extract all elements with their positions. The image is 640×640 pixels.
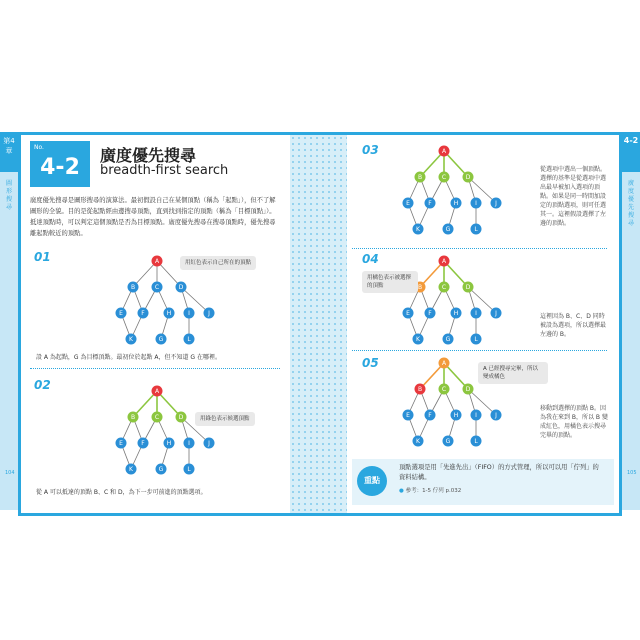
graph-node-g (443, 224, 454, 235)
graph-node-f (425, 410, 436, 421)
graph-node-label: E (406, 412, 410, 420)
graph-node-label: F (141, 310, 145, 318)
graph-node-label: E (406, 310, 410, 318)
graph-node-label: F (428, 200, 432, 208)
graph-node-label: L (474, 336, 478, 344)
graph-node-a (439, 358, 450, 369)
graph-node-label: D (178, 284, 184, 292)
graph-node-label: D (465, 284, 471, 292)
key-point-badge: 重點 (357, 466, 387, 496)
graph-node-label: L (474, 226, 478, 234)
step-05-number: 05 (362, 356, 379, 370)
graph-node-l (471, 334, 482, 345)
graph-node-label: H (453, 310, 459, 318)
graph-node-label: H (453, 200, 459, 208)
graph-node-k (413, 334, 424, 345)
graph-node-l (184, 464, 195, 475)
graph-node-k (413, 224, 424, 235)
graph-node-e (116, 438, 127, 449)
graph-node-e (403, 308, 414, 319)
graph-node-label: C (154, 284, 160, 292)
graph-node-b (128, 412, 139, 423)
graph-node-c (152, 282, 163, 293)
graph-node-c (152, 412, 163, 423)
graph-node-h (451, 410, 462, 421)
graph-node-b (415, 172, 426, 183)
graph-node-label: K (416, 438, 420, 446)
graph-node-label: K (416, 336, 420, 344)
graph-node-d (463, 282, 474, 293)
graph-node-label: H (166, 440, 172, 448)
graph-node-label: G (158, 336, 164, 344)
key-point-reference (399, 486, 461, 494)
graph-node-d (463, 384, 474, 395)
step-01-callout: 用紅色表示自己所在的頂點 (180, 256, 256, 270)
graph-node-label: A (154, 388, 160, 396)
graph-node-b (128, 282, 139, 293)
graph-node-label: E (406, 200, 410, 208)
step-04-note: 這裡因為 B、C、D 同時被設為選項，所以選擇最左邊的 B。 (540, 313, 607, 338)
step-02-callout: 用綠色表示候選頂點 (195, 412, 255, 426)
graph-node-label: A (154, 258, 160, 266)
graph-node-label: F (428, 412, 432, 420)
graph-node-d (176, 412, 187, 423)
page-title: 廣度優先搜尋 (100, 146, 197, 165)
book-spine (290, 132, 347, 516)
no-label: No. (34, 144, 44, 151)
graph-node-d (176, 282, 187, 293)
graph-node-label: B (130, 414, 136, 422)
graph-node-label: E (119, 310, 123, 318)
graph-node-label: I (475, 412, 477, 420)
graph-node-a (439, 146, 450, 157)
graph-node-c (439, 282, 450, 293)
graph-node-label: A (441, 258, 447, 266)
graph-node-label: J (208, 440, 210, 448)
chapter-tab-label: 第4章 (3, 137, 15, 155)
graph-node-label: I (188, 440, 190, 448)
graph-node-i (471, 410, 482, 421)
graph-node-label: C (441, 174, 447, 182)
graph-node-l (184, 334, 195, 345)
step-02-graph (105, 383, 215, 483)
graph-node-label: C (154, 414, 160, 422)
left-edge-strip (0, 172, 18, 510)
graph-node-j (491, 308, 502, 319)
right-section-label: 廣度優先搜尋 (627, 180, 634, 227)
step-03-graph (392, 143, 502, 243)
step-04-callout: 用橘色表示被選擇的頂點 (362, 271, 418, 293)
graph-node-f (138, 438, 149, 449)
graph-node-i (184, 438, 195, 449)
graph-node-j (491, 410, 502, 421)
graph-node-label: H (166, 310, 172, 318)
graph-node-e (116, 308, 127, 319)
graph-node-label: B (417, 174, 423, 182)
right-page-number: 105 (627, 470, 637, 476)
graph-node-label: L (187, 336, 191, 344)
graph-node-j (204, 438, 215, 449)
section-tab-label: 4-2 (623, 136, 639, 145)
graph-node-label: G (445, 226, 451, 234)
graph-node-label: C (441, 386, 447, 394)
section-number-box (30, 141, 90, 187)
graph-node-label: I (188, 310, 190, 318)
step-02-caption: 從 A 可以抵達的頂點 B、C 和 D，為下一步可前進的頂點選項。 (36, 489, 207, 496)
graph-node-label: I (475, 200, 477, 208)
graph-node-l (471, 436, 482, 447)
section-number: 4-2 (40, 155, 80, 180)
key-point-reference-label: 參考：1-5 佇列 p.032 (405, 488, 462, 494)
chapter-tab (0, 132, 18, 172)
step-divider (352, 248, 607, 249)
graph-node-label: H (453, 412, 459, 420)
step-04-graph (392, 253, 502, 353)
key-point-text: 頂點選項是用「先進先出」（FIFO）的方式管理，所以可以用「佇列」的資料結構。 (399, 464, 599, 481)
step-02-number: 02 (34, 378, 51, 392)
graph-node-label: L (474, 438, 478, 446)
graph-node-label: G (445, 336, 451, 344)
graph-node-label: K (416, 226, 420, 234)
step-03-note: 從選項中選出一個頂點。選擇的基準是從選項中選出最早被加入選項的頂點。如果是同一時間加設定的頂點選項，則可任選其一。這裡假設選擇了左邊的頂點。 (540, 166, 607, 227)
graph-node-label: K (129, 336, 133, 344)
graph-node-l (471, 224, 482, 235)
graph-node-c (439, 172, 450, 183)
graph-node-g (156, 464, 167, 475)
graph-node-j (204, 308, 215, 319)
graph-node-label: G (158, 466, 164, 474)
graph-node-label: J (208, 310, 210, 318)
section-tab (622, 132, 640, 172)
graph-node-h (451, 198, 462, 209)
right-edge-strip (622, 172, 640, 510)
graph-node-a (152, 256, 163, 267)
graph-node-k (126, 334, 137, 345)
graph-node-label: E (119, 440, 123, 448)
step-divider (352, 350, 607, 351)
graph-node-label: L (187, 466, 191, 474)
step-05-callout: A 已經搜尋完畢，所以變成橘色 (478, 362, 548, 384)
graph-node-g (443, 436, 454, 447)
graph-node-f (425, 308, 436, 319)
left-page-number: 104 (5, 470, 15, 476)
graph-node-label: G (445, 438, 451, 446)
graph-node-g (156, 334, 167, 345)
graph-node-label: B (417, 284, 423, 292)
graph-node-i (471, 308, 482, 319)
graph-node-label: D (465, 174, 471, 182)
graph-node-h (164, 308, 175, 319)
graph-node-j (491, 198, 502, 209)
graph-node-label: J (495, 412, 497, 420)
graph-node-label: F (141, 440, 145, 448)
graph-node-f (425, 198, 436, 209)
graph-node-i (184, 308, 195, 319)
graph-node-a (439, 256, 450, 267)
graph-node-label: I (475, 310, 477, 318)
graph-node-label: D (465, 386, 471, 394)
reference-icon: ● (399, 488, 404, 494)
graph-node-label: J (495, 310, 497, 318)
step-05-note: 移動到選擇的頂點 B。因為我在來到 B，所以 B 變成紅色，用橘色表示搜尋完畢的頂點。 (540, 405, 608, 439)
graph-node-a (152, 386, 163, 397)
graph-node-k (413, 436, 424, 447)
page-subtitle: breadth-first search (100, 163, 229, 178)
graph-node-label: D (178, 414, 184, 422)
graph-node-label: F (428, 310, 432, 318)
graph-node-g (443, 334, 454, 345)
graph-node-i (471, 198, 482, 209)
graph-node-e (403, 410, 414, 421)
graph-node-label: C (441, 284, 447, 292)
step-divider (30, 368, 280, 369)
graph-node-label: K (129, 466, 133, 474)
graph-node-k (126, 464, 137, 475)
step-01-caption: 設 A 為起點，G 為目標頂點。最初位於起點 A，但不知道 G 在哪裡。 (36, 354, 221, 361)
step-01-number: 01 (34, 250, 51, 264)
graph-node-h (164, 438, 175, 449)
graph-node-label: A (441, 360, 447, 368)
intro-paragraph: 廣度優先搜尋是圖形搜尋的演算法。最初假設自己在某個頂點（稱為「起點」），但不了解圖形的全貌。目的是從起點經由邊搜尋頂點，直到找到指定的頂點（稱為「目標頂點」）。抵達頂點時，可以判定這個頂點是否為目標頂點。廣度優先搜尋在搜尋頂點時，優先搜尋離起點較近的頂點。 (30, 197, 276, 237)
graph-node-e (403, 198, 414, 209)
graph-node-label: A (441, 148, 447, 156)
step-04-number: 04 (362, 252, 379, 266)
graph-node-c (439, 384, 450, 395)
left-section-label: 圖形搜尋 (5, 180, 12, 211)
step-03-number: 03 (362, 143, 379, 157)
graph-node-d (463, 172, 474, 183)
graph-node-label: J (495, 200, 497, 208)
graph-node-label: B (417, 386, 423, 394)
graph-node-b (415, 384, 426, 395)
graph-node-h (451, 308, 462, 319)
graph-node-label: B (130, 284, 136, 292)
graph-node-f (138, 308, 149, 319)
